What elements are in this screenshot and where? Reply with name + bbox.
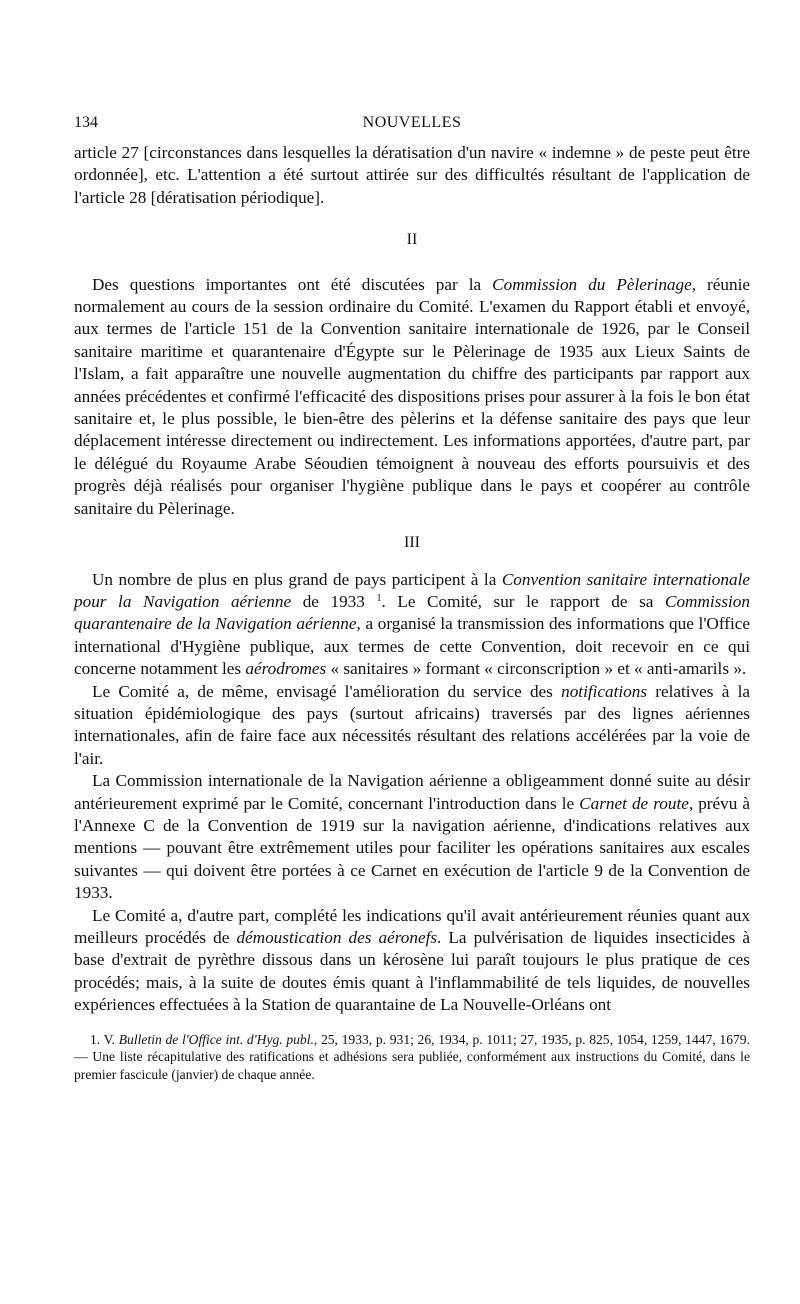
section-2-paragraph: Des questions importantes ont été discutées par la Commission du Pèlerinage, réunie normalement au cours de la session ordinaire du Comité. L'examen du Rapport établi et envoyé, aux termes de l'article 151 de la Convention sanitaire internationale de 1926, par le Conseil sanitaire maritime et quarantenaire d'Égypte sur le Pèlerinage de 1935 aux Lieux Saints de l'Islam, a fait apparaître une nouvelle augmentation du chiffre des participants par rapport aux années précédentes et confirmé l'efficacité des dispositions prises pour assurer à la fois le bon état sanitaire et, le plus possible, le bien-être des pèlerins et la défense sanitaire des pays que leur déplacement intéresse directement ou indirectement. Les informations apportées, d'autre part, par le délégué du Royaume Arabe Séoudien témoignent à nouveau des efforts poursuivis et des progrès déjà réalisés pour organiser l'hygiène publique dans le pays et coopérer au contrôle sanitaire du Pèlerinage. xyxy=(74,274,750,518)
footnote-ref: 1 xyxy=(376,592,382,604)
bulletin-title: Bulletin de l'Office int. d'Hyg. publ. xyxy=(118,1031,314,1047)
section-3-paragraph-2: Le Comité a, de même, envisagé l'amélioration du service des notifications relatives à la situation épidémiologique des pays (surtout africains) traversés par des lignes aériennes internationales, afin de faire face aux nécessités résultant des relations accélérées par la voie de l'air. xyxy=(74,681,750,768)
section-3-paragraph-1: Un nombre de plus en plus grand de pays participent à la Convention sanitaire internationale pour la Navigation aérienne de 1933 $^1$. Le Comité, sur le rapport de sa Commission quarantenaire de la Navigation aérienne, a organisé la transmission des informations que l'Office international d'Hygiène publique, aux termes de cette Convention, doit recevoir en ce qui concerne notamment les aérodromes « sanitaires » formant « circonscription » et « anti-amarils ». xyxy=(74,569,750,679)
notifications-term: notifications xyxy=(561,681,648,701)
section-mark-2: II xyxy=(406,231,418,249)
commission-quarantenaire-name: Commission quarantenaire de la Navigation aérienne xyxy=(74,591,750,634)
running-header xyxy=(74,112,750,142)
demoustication-term: démoustication des aéronefs xyxy=(236,928,438,947)
commission-name: Commission du Pèlerinage xyxy=(492,274,692,294)
convention-name: Convention sanitaire internationale pour la Navigation aérienne xyxy=(74,569,750,611)
section-mark-3: III xyxy=(404,534,420,552)
carnet-term: Carnet de route xyxy=(579,793,689,813)
section-3-paragraph-3: La Commission internationale de la Navigation aérienne a obligeamment donné suite au désir antérieurement exprimé par le Comité, concernant l'introduction dans le Carnet de route, prévu à l'Annexe C de la Convention de 1919 sur la navigation aérienne, d'indications relatives aux mentions — pouvant être extrêmement utiles pour faciliter les opérations sanitaires aux escales suivantes — qui doivent être portées à ce Carnet en exécution de l'article 9 de la Convention de 1933. xyxy=(74,771,750,903)
footnotes xyxy=(74,1031,750,1084)
aerodromes-term: aérodromes xyxy=(245,659,327,679)
document-page xyxy=(74,112,750,1083)
running-title: NOUVELLES xyxy=(362,114,462,131)
footnote-1: 1. V. Bulletin de l'Office int. d'Hyg. publ., 25, 1933, p. 931; 26, 1934, p. 1011; 27, 1935, p. 825, 1054, 1259, 1447, 1679. — Une liste récapitulative des ratifications et adhésions sera publiée, conformément aux instructions du Comité, dans le premier fascicule (janvier) de chaque année. xyxy=(74,1031,750,1082)
section-3-paragraph-4: Le Comité a, d'autre part, complété les indications qu'il avait antérieurement réunies quant aux meilleurs procédés de démoustication des aéronefs. La pulvérisation de liquides insecticides à base d'extrait de pyrèthre dissous dans un kérosène lui paraît toujours le plus pratique de ces procédés; mais, à la suite de doutes émis quant à l'inflammabilité de tels liquides, de nouvelles expériences effectuées à la Station de quarantaine de La Nouvelle-Orléans ont xyxy=(74,905,750,1015)
page-number: 134 xyxy=(74,114,98,131)
continuation-paragraph: article 27 [circonstances dans lesquelles la dératisation d'un navire « indemne » de peste peut être ordonnée], etc. L'attention a été surtout attirée sur des difficultés résultant de l'application de l'article 28 [dératisation périodique]. xyxy=(74,143,750,207)
